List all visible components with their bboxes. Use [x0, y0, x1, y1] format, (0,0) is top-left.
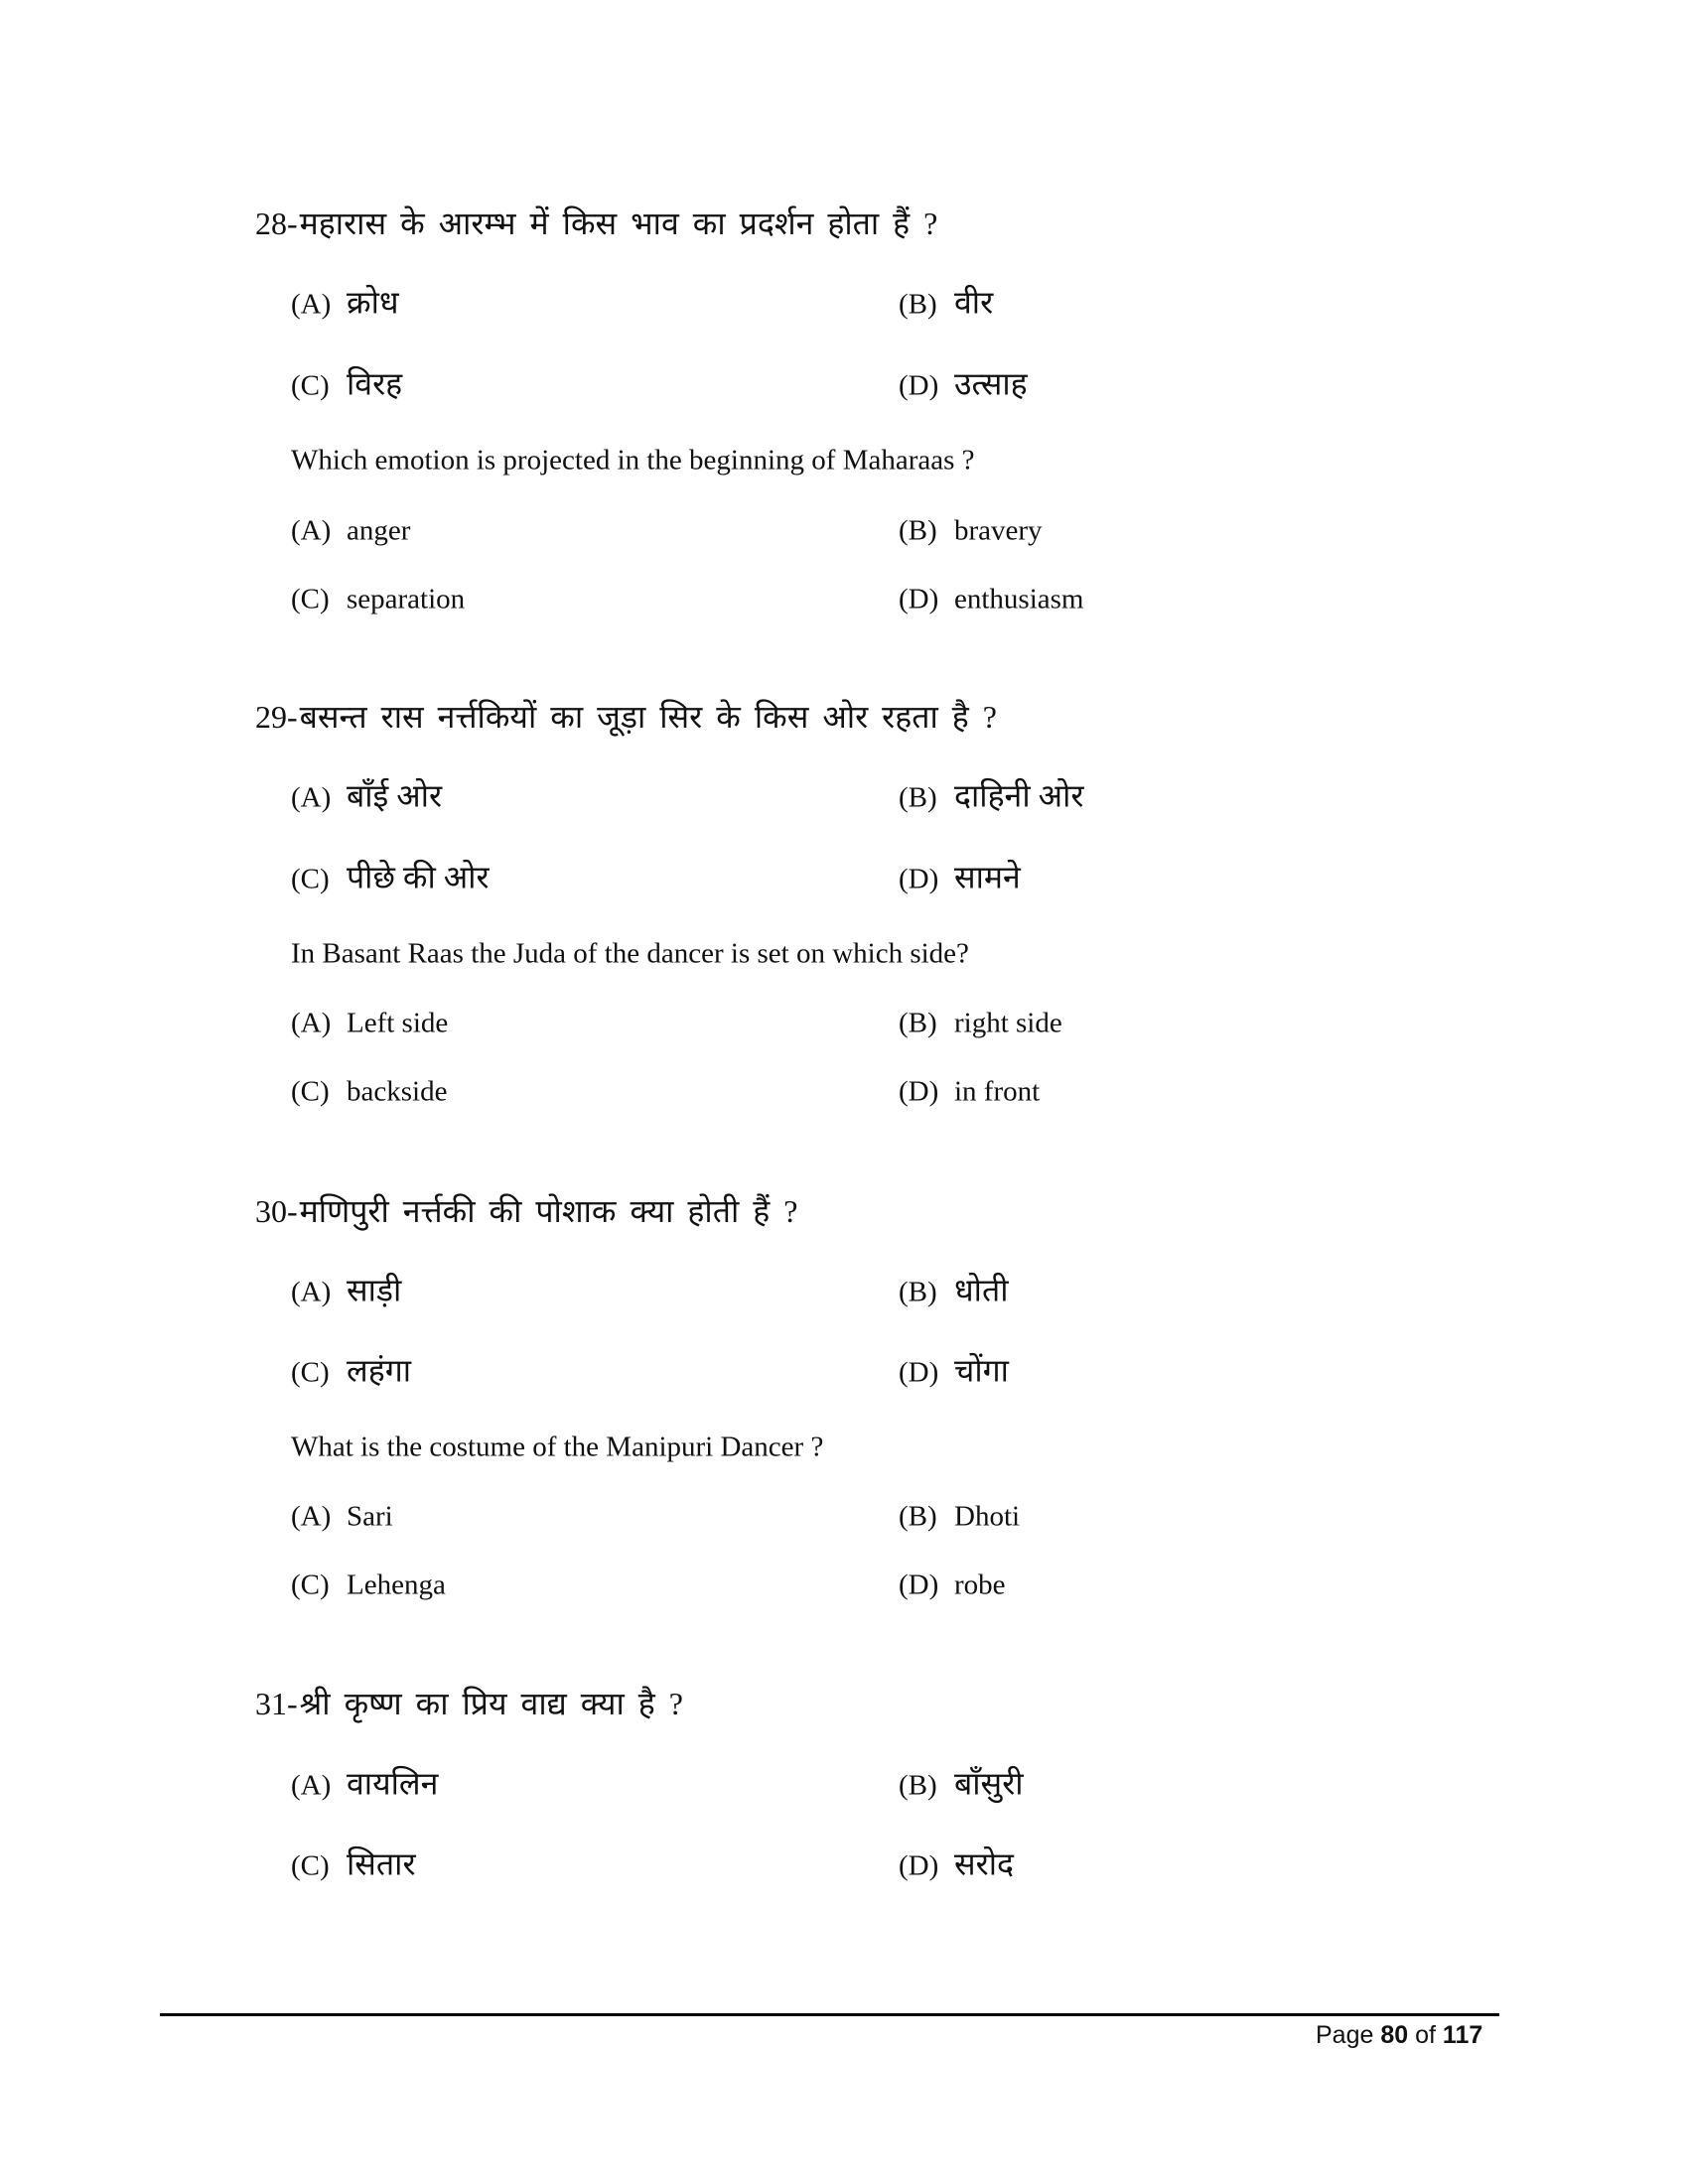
question-30-english: What is the costume of the Manipuri Dancer ?: [291, 1431, 824, 1463]
option-c: (C) separation: [291, 583, 466, 615]
question-text: महारास के आरम्भ में किस भाव का प्रदर्शन होता हैं ?: [299, 205, 938, 241]
option-b: (B) right side: [899, 1007, 1062, 1039]
option-c: (C) Lehenga: [291, 1569, 446, 1601]
option-d: (D) उत्साह: [899, 365, 1028, 402]
option-b: (B) Dhoti: [899, 1500, 1021, 1533]
option-d: (D) enthusiasm: [899, 583, 1084, 615]
option-b: (B) बाँसुरी: [899, 1765, 1024, 1802]
page-number: Page 80 of 117: [1316, 2021, 1483, 2049]
option-b: (B) वीर: [899, 284, 994, 321]
option-a: (A) Left side: [291, 1007, 449, 1039]
footer-divider: [160, 2013, 1499, 2016]
question-text: श्री कृष्ण का प्रिय वाद्य क्या है ?: [299, 1686, 683, 1721]
option-d: (D) सरोद: [899, 1845, 1015, 1882]
option-c: (C) विरह: [291, 365, 403, 402]
option-d: (D) robe: [899, 1569, 1006, 1601]
question-number: 31-: [255, 1686, 298, 1721]
total-pages: 117: [1442, 2021, 1483, 2049]
question-31-hindi: [255, 1688, 683, 1719]
option-a: (A) क्रोध: [291, 284, 399, 321]
option-d: (D) in front: [899, 1075, 1041, 1108]
option-a: (A) वायलिन: [291, 1765, 439, 1802]
option-a: (A) बाँई ओर: [291, 777, 443, 814]
option-d: (D) सामने: [899, 859, 1021, 895]
current-page: 80: [1380, 2021, 1409, 2049]
question-text: मणिपुरी नर्त्तकी की पोशाक क्या होती हैं ?: [299, 1193, 798, 1229]
question-28-hindi: [255, 207, 937, 239]
question-28-english: Which emotion is projected in the beginning of Maharaas ?: [291, 444, 975, 477]
option-a: (A) साड़ी: [291, 1272, 402, 1308]
question-number: 30-: [255, 1193, 298, 1229]
question-30-hindi: [255, 1195, 797, 1227]
question-29-english: In Basant Raas the Juda of the dancer is set on which side?: [291, 937, 969, 970]
option-b: (B) धोती: [899, 1272, 1009, 1308]
option-b: (B) दाहिनी ओर: [899, 777, 1084, 814]
option-a: (A) anger: [291, 514, 411, 547]
option-c: (C) सितार: [291, 1845, 416, 1882]
option-c: (C) पीछे की ओर: [291, 859, 490, 895]
question-text: बसन्त रास नर्त्तकियों का जूड़ा सिर के किस ओर रहता है ?: [299, 699, 997, 735]
option-b: (B) bravery: [899, 514, 1043, 547]
question-29-hindi: [255, 701, 997, 733]
option-c: (C) backside: [291, 1075, 448, 1108]
option-c: (C) लहंगा: [291, 1352, 411, 1389]
option-d: (D) चोंगा: [899, 1352, 1009, 1389]
option-a: (A) Sari: [291, 1500, 393, 1533]
question-number: 29-: [255, 699, 298, 735]
question-number: 28-: [255, 205, 298, 241]
